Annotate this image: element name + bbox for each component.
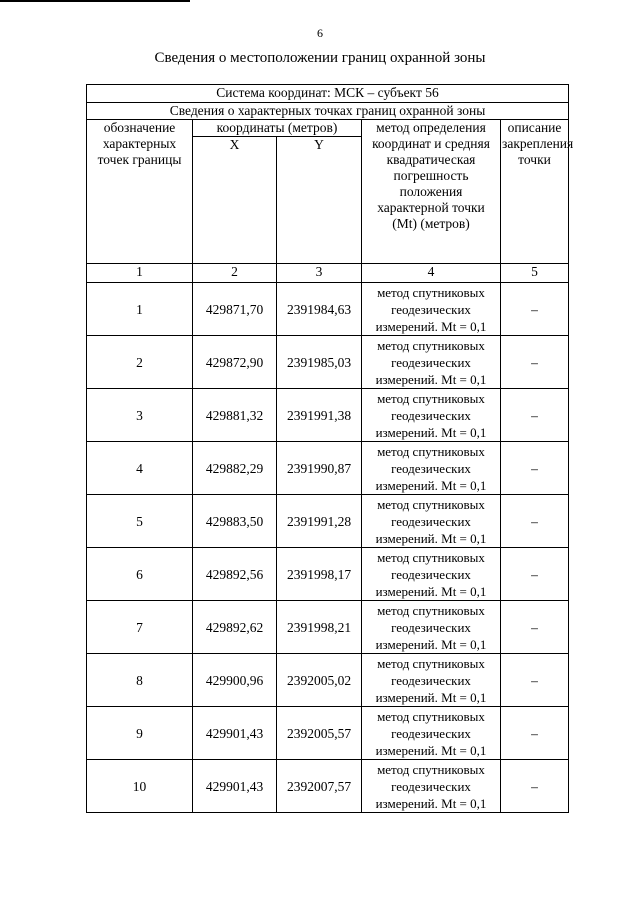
- method-cell: метод спутниковых геодезических измерений. Мt = 0,1: [362, 548, 501, 601]
- coordinate-system-row: [87, 85, 569, 103]
- x-cell: 429872,90: [193, 336, 277, 389]
- header-designation: обозначение характерных точек границы: [87, 120, 193, 264]
- y-cell: 2391991,38: [277, 389, 362, 442]
- x-cell: 429901,43: [193, 707, 277, 760]
- header-description: описание закрепления точки: [501, 120, 569, 264]
- column-number: 5: [501, 264, 569, 283]
- table-row: [87, 707, 569, 760]
- point-cell: 4: [87, 442, 193, 495]
- method-cell: метод спутниковых геодезических измерений. Мt = 0,1: [362, 495, 501, 548]
- point-cell: 9: [87, 707, 193, 760]
- point-cell: 8: [87, 654, 193, 707]
- method-cell: метод спутниковых геодезических измерений. Мt = 0,1: [362, 760, 501, 813]
- x-cell: 429892,56: [193, 548, 277, 601]
- y-cell: 2391984,63: [277, 283, 362, 336]
- x-cell: 429892,62: [193, 601, 277, 654]
- x-cell: 429871,70: [193, 283, 277, 336]
- description-cell: –: [501, 389, 569, 442]
- point-cell: 3: [87, 389, 193, 442]
- table-row: [87, 760, 569, 813]
- x-cell: 429900,96: [193, 654, 277, 707]
- header-x: X: [193, 137, 277, 264]
- table-row: [87, 548, 569, 601]
- description-cell: –: [501, 707, 569, 760]
- y-cell: 2391998,21: [277, 601, 362, 654]
- y-cell: 2391998,17: [277, 548, 362, 601]
- column-number: 4: [362, 264, 501, 283]
- x-cell: 429901,43: [193, 760, 277, 813]
- section-row: [87, 103, 569, 120]
- point-cell: 10: [87, 760, 193, 813]
- x-cell: 429881,32: [193, 389, 277, 442]
- method-cell: метод спутниковых геодезических измерений. Мt = 0,1: [362, 654, 501, 707]
- x-cell: 429883,50: [193, 495, 277, 548]
- column-number: 2: [193, 264, 277, 283]
- y-cell: 2391985,03: [277, 336, 362, 389]
- table-row: [87, 442, 569, 495]
- column-number: 1: [87, 264, 193, 283]
- method-cell: метод спутниковых геодезических измерений. Мt = 0,1: [362, 601, 501, 654]
- method-cell: метод спутниковых геодезических измерений. Мt = 0,1: [362, 389, 501, 442]
- description-cell: –: [501, 283, 569, 336]
- point-cell: 5: [87, 495, 193, 548]
- page-number: 6: [317, 26, 323, 40]
- method-cell: метод спутниковых геодезических измерений. Мt = 0,1: [362, 283, 501, 336]
- description-cell: –: [501, 760, 569, 813]
- y-cell: 2392007,57: [277, 760, 362, 813]
- header-y: Y: [277, 137, 362, 264]
- top-rule: [0, 0, 190, 2]
- column-number: 3: [277, 264, 362, 283]
- table-row: [87, 389, 569, 442]
- description-cell: –: [501, 654, 569, 707]
- table-row: [87, 601, 569, 654]
- y-cell: 2391990,87: [277, 442, 362, 495]
- section-cell: Сведения о характерных точках границ охранной зоны: [87, 103, 569, 120]
- column-numbers-row: [87, 264, 569, 283]
- table-row: [87, 495, 569, 548]
- table-row: [87, 336, 569, 389]
- point-cell: 6: [87, 548, 193, 601]
- y-cell: 2392005,02: [277, 654, 362, 707]
- description-cell: –: [501, 601, 569, 654]
- x-cell: 429882,29: [193, 442, 277, 495]
- method-cell: метод спутниковых геодезических измерений. Мt = 0,1: [362, 442, 501, 495]
- y-cell: 2392005,57: [277, 707, 362, 760]
- coordinates-table: [86, 84, 574, 813]
- point-cell: 2: [87, 336, 193, 389]
- description-cell: –: [501, 548, 569, 601]
- point-cell: 1: [87, 283, 193, 336]
- description-cell: –: [501, 495, 569, 548]
- description-cell: –: [501, 336, 569, 389]
- point-cell: 7: [87, 601, 193, 654]
- method-cell: метод спутниковых геодезических измерений. Мt = 0,1: [362, 707, 501, 760]
- table-row: [87, 283, 569, 336]
- header-method: метод определения координат и средняя квадратическая погрешность положения характерной точки (Мt) (метров): [362, 120, 501, 264]
- method-cell: метод спутниковых геодезических измерений. Мt = 0,1: [362, 336, 501, 389]
- y-cell: 2391991,28: [277, 495, 362, 548]
- header-coordinates: координаты (метров): [193, 120, 362, 137]
- header-row-1: [87, 120, 569, 137]
- document-title: Сведения о местоположении границ охранной зоны: [154, 50, 486, 66]
- description-cell: –: [501, 442, 569, 495]
- table-row: [87, 654, 569, 707]
- coordinate-system-cell: Система координат: МСК – субъект 56: [87, 85, 569, 103]
